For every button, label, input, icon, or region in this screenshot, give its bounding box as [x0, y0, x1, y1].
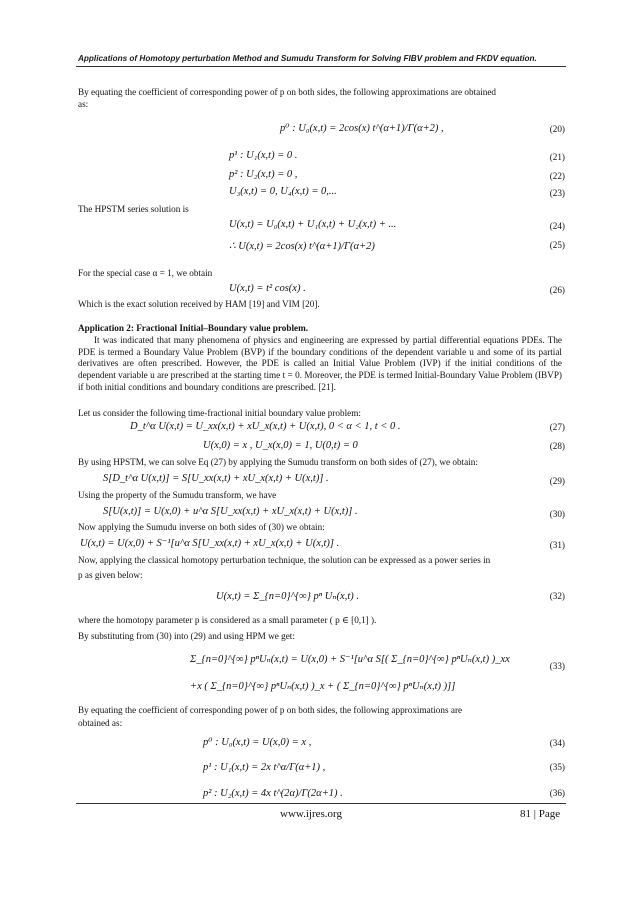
equation-number-22: (22) [549, 171, 565, 181]
equation-number-36: (36) [549, 788, 565, 798]
text-line-special-case: For the special case α = 1, we obtain [78, 268, 213, 278]
equation-22: p² : U₂(x,t) = 0 , [229, 169, 298, 180]
section-heading-application-2: Application 2: Fractional Initial–Boundary value problem. [78, 323, 309, 333]
equation-number-21: (21) [549, 152, 565, 162]
equation-24: U(x,t) = U₀(x,t) + U₁(x,t) + U₂(x,t) + ... [229, 219, 397, 230]
paragraph-application-2: It was indicated that many phenomena of physics and engineering are expressed by partial differential equations PDEs. The PDE is termed a Boundary Value Problem (BVP) if the boundary conditions of the dependent variable u and some of its partial derivatives are often prescribed. However, the PDE is called an Initial Value Problem (IVP) if the initial conditions of the dependent variable u are prescribed at the starting time t = 0. Moreover, the PDE is termed Initial-Boundary Value Problem (IBVP) if both initial conditions and boundary conditions are prescribed. [21]. [78, 335, 562, 392]
text-line-consider: Let us consider the following time-fractional initial boundary value problem: [78, 408, 361, 418]
equation-31: U(x,t) = U(x,0) + S⁻¹[u^α S[U_xx(x,t) + xU_x(x,t) + U(x,t)] . [80, 538, 340, 549]
equation-20: p⁰ : U₀(x,t) = 2cos(x) t^(α+1)/Γ(α+2) , [280, 123, 444, 134]
equation-number-31: (31) [549, 540, 565, 550]
text-line-classical-hpm: Now, applying the classical homotopy perturbation technique, the solution can be expressed as a power series in [78, 555, 491, 565]
text-line-power-series: p as given below: [78, 570, 143, 580]
equation-34: p⁰ : U₀(x,t) = U(x,0) = x , [203, 737, 312, 748]
text-line-exact-solution: Which is the exact solution received by HAM [19] and VIM [20]. [78, 299, 320, 309]
equation-26: U(x,t) = t² cos(x) . [229, 283, 306, 294]
text-line-equating: By equating the coefficient of corresponding power of p on both sides, the following approximations are obtained [78, 87, 497, 97]
equation-27: D_t^α U(x,t) = U_xx(x,t) + xU_x(x,t) + U(x,t), 0 < α < 1, t < 0 . [130, 421, 401, 432]
equation-number-30: (30) [549, 509, 565, 519]
equation-23: U₃(x,t) = 0, U₄(x,t) = 0,... [229, 186, 337, 197]
header-rule [76, 66, 566, 67]
text-line-substituting: By substituting from (30) into (29) and using HPM we get: [78, 631, 295, 641]
text-line-as: as: [78, 99, 89, 109]
text-line-obtained-as: obtained as: [78, 718, 123, 728]
equation-number-28: (28) [549, 441, 565, 451]
equation-number-26: (26) [549, 285, 565, 295]
equation-number-35: (35) [549, 762, 565, 772]
equation-25: ∴ U(x,t) = 2cos(x) t^(α+1)/Γ(α+2) [229, 241, 375, 252]
equation-30: S[U(x,t)] = U(x,0) + u^α S[U_xx(x,t) + xU_x(x,t) + U(x,t)] . [103, 506, 358, 517]
text-line-sumudu-inverse: Now applying the Sumudu inverse on both sides of (30) we obtain: [78, 522, 325, 532]
equation-21: p¹ : U₁(x,t) = 0 . [229, 150, 298, 161]
text-line-hpstm: The HPSTM series solution is [78, 204, 189, 214]
equation-36: p² : U₂(x,t) = 4x t^(2α)/Γ(2α+1) . [203, 788, 343, 799]
text-line-using-hpstm: By using HPSTM, we can solve Eq (27) by applying the Sumudu transform on both sides of (27), we obtain: [78, 457, 478, 467]
equation-29: S[D_t^α U(x,t)] = S[U_xx(x,t) + xU_x(x,t) + U(x,t)] . [103, 473, 329, 484]
equation-number-25: (25) [549, 240, 565, 250]
equation-number-33: (33) [549, 661, 565, 671]
text-line-equating-2: By equating the coefficient of corresponding power of p on both sides, the following approximations are [78, 705, 463, 715]
running-header: Applications of Homotopy perturbation Method and Sumudu Transform for Solving FIBV problem and FKDV equation. [78, 54, 537, 63]
text-line-homotopy-parameter: where the homotopy parameter p is considered as a small parameter ( p ∈ [0,1] ). [78, 615, 377, 625]
equation-number-34: (34) [549, 738, 565, 748]
footer-url: www.ijres.org [280, 808, 343, 820]
text-line-sumudu-property: Using the property of the Sumudu transform, we have [78, 490, 277, 500]
equation-35: p¹ : U₁(x,t) = 2x t^α/Γ(α+1) , [203, 762, 326, 773]
equation-28: U(x,0) = x , U_x(x,0) = 1, U(0,t) = 0 [203, 440, 358, 451]
equation-number-32: (32) [549, 591, 565, 601]
equation-number-29: (29) [549, 476, 565, 486]
footer-rule [76, 803, 566, 804]
equation-33-line-1: Σ_{n=0}^{∞} pⁿUₙ(x,t) = U(x,0) + S⁻¹[u^α S[( Σ_{n=0}^{∞} pⁿUₙ(x,t) )_xx [190, 654, 510, 665]
equation-number-27: (27) [549, 422, 565, 432]
equation-32: U(x,t) = Σ_{n=0}^{∞} pⁿ Uₙ(x,t) . [216, 591, 359, 602]
equation-number-24: (24) [549, 221, 565, 231]
footer-page-number: 81 | Page [520, 808, 561, 820]
equation-number-23: (23) [549, 188, 565, 198]
equation-33-line-2: +x ( Σ_{n=0}^{∞} pⁿUₙ(x,t) )_x + ( Σ_{n=0}^{∞} pⁿUₙ(x,t) )]] [190, 681, 456, 692]
equation-number-20: (20) [549, 124, 565, 134]
